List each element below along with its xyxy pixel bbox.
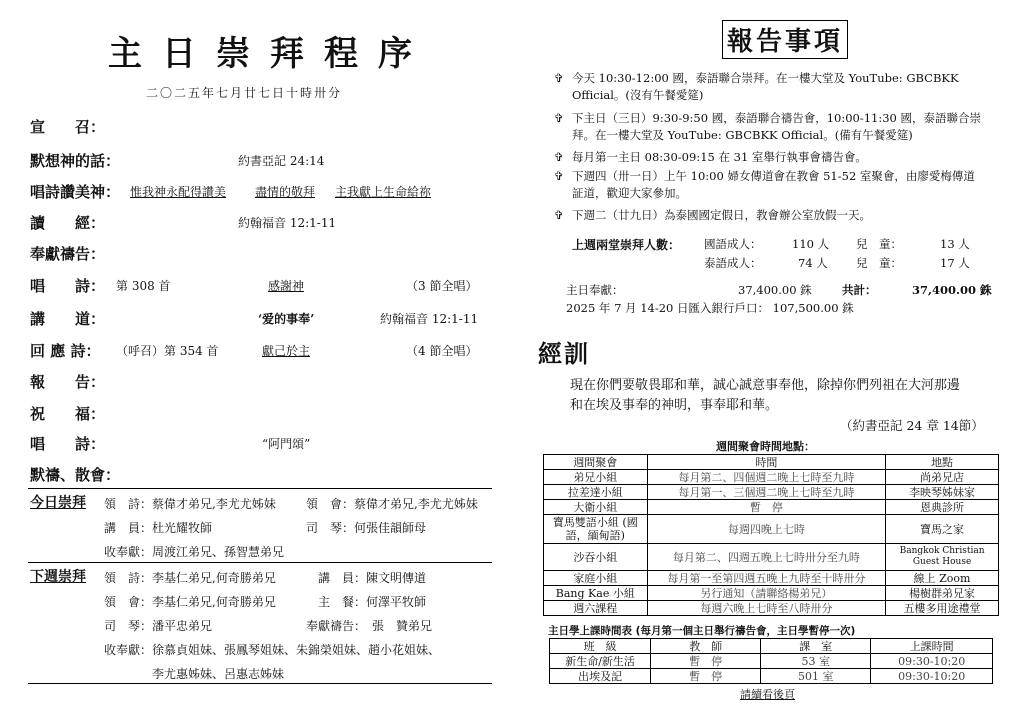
today-offering: 周渡江弟兄、孫智慧弟兄 (152, 545, 285, 559)
attendance-child-label: 兒 童： (856, 237, 902, 251)
order-label-meditation: 默想神的話： (30, 152, 121, 170)
continue-next-page: 請續看後頁 (740, 688, 795, 701)
meeting-name: 沙吞小組 (544, 544, 648, 571)
announcement-line: 每月第一主日 08:30-09:15 在 31 室舉行執事會禱告會。 (572, 150, 867, 164)
today-leader: 蔡偉才弟兄,李尤尤姊妹 (152, 497, 276, 511)
announcement-item (554, 207, 871, 224)
verse-title: 經訓 (538, 339, 590, 368)
announcement-item (554, 110, 981, 144)
next-meal-label: 主 餐： (318, 595, 367, 609)
today-offering-label: 收奉獻： (104, 545, 153, 559)
announcement-line: 下週四（卅一日）上午 10:00 婦女傳道會在教會 51-52 室聚會，由廖愛梅傳道 (572, 169, 975, 183)
meeting-time: 暫 停 (647, 500, 886, 515)
sunday-school-title: 主日學上課時間表 (每月第一個主日舉行禱告會，主日學暫停一次) (548, 625, 856, 637)
table-header-cell: 課 室 (761, 639, 871, 654)
meeting-time: 每週四晚上七時 (647, 515, 886, 544)
meeting-place: 楊樹群弟兄家 (886, 586, 999, 601)
today-piano-label: 司 琴： (306, 521, 355, 535)
announcement-line: Official。(沒有午餐愛筵) (572, 88, 704, 102)
announcement-line: 今天 10:30-12:00 國，泰語聯合崇拜。在一樓大堂及 YouTube: GBCBKK (572, 71, 959, 85)
meeting-name: 家庭小組 (544, 571, 648, 586)
next-prayer-label: 奉獻禱告： (306, 619, 367, 633)
cross-bullet-icon: ✞ (554, 71, 564, 85)
attendance-child2-label: 兒 童： (856, 256, 902, 270)
next-offering-line1: 徐慕貞姐妹、張鳳琴姐妹、朱錦榮姐妹、趙小花姐妹、 (152, 643, 441, 657)
table-header-cell: 時間 (647, 455, 886, 470)
table-header-row (544, 455, 999, 470)
next-speaker-label: 講 員： (318, 571, 367, 585)
announcement-item (554, 149, 867, 166)
order-label-offering-prayer: 奉獻禱告： (30, 245, 106, 263)
next-meal: 何澤平牧師 (366, 595, 427, 609)
order-label-announcements: 報 告： (30, 373, 106, 391)
meeting-place: 李映琴姊妹家 (886, 485, 999, 500)
table-row (544, 586, 999, 601)
order-label-blessing: 祝 福： (30, 405, 106, 423)
table-row (550, 669, 993, 684)
announcement-line: 証道，歡迎大家參加。 (572, 186, 687, 200)
attendance-child2-value: 17 人 (940, 256, 970, 270)
table-header-cell: 教 師 (651, 639, 761, 654)
announcements-title: 報告事項 (722, 20, 848, 59)
class-name: 新生命/新生活 (550, 654, 651, 669)
meeting-name: 大衛小組 (544, 500, 648, 515)
order-label-praise: 唱詩讚美神： (30, 183, 121, 201)
divider (28, 683, 492, 684)
order-label-closing-hymn: 唱 詩： (30, 435, 106, 453)
class-room: 501 室 (761, 669, 871, 684)
praise-song-1: 惟我神永配得讚美 (130, 185, 227, 199)
offering-amount: 37,400.00 銖 (738, 283, 812, 297)
today-piano: 何張佳韻師母 (354, 521, 427, 535)
next-leader-label: 領 詩： (104, 571, 153, 585)
meeting-place: 恩典診所 (886, 500, 999, 515)
announcement-line: 下主日（三日）9:30-9:50 國，泰語聯合禱告會，10:00-11:30 國，泰語聯合崇 (572, 111, 982, 125)
meeting-place: 線上 Zoom (886, 571, 999, 586)
meeting-time: 每週六晚上七時至八時卅分 (647, 601, 886, 616)
order-label-sermon: 講 道： (30, 310, 106, 328)
meeting-place: Bangkok Christian Guest House (886, 544, 999, 571)
attendance-label: 上週兩堂崇拜人數： (572, 238, 681, 252)
sunday-school-table (549, 638, 993, 684)
next-prayer: 張 贊弟兄 (372, 619, 433, 633)
verse-reference: （約書亞記 24 章 14節） (840, 418, 984, 433)
class-name: 出埃及記 (550, 669, 651, 684)
meetings-title: 週間聚會時間地點： (716, 440, 815, 453)
class-room: 53 室 (761, 654, 871, 669)
meeting-time: 每月第二、四個週二晚上七時至九時 (647, 470, 886, 485)
sermon-ref: 約翰福音 12:1-11 (380, 312, 479, 326)
meeting-name: 拉差達小組 (544, 485, 648, 500)
response-hymn-note: （4 節全唱） (406, 344, 478, 358)
class-time: 09:30-10:20 (871, 669, 993, 684)
table-row (544, 500, 999, 515)
praise-song-3: 主我獻上生命給祢 (335, 185, 432, 199)
response-hymn-number: （呼召）第 354 首 (116, 344, 219, 358)
meeting-time: 每月第一、三個週二晚上七時至九時 (647, 485, 886, 500)
meeting-time: 每月第二、四週五晚上七時卅分至九時 (647, 544, 886, 571)
response-hymn-title: 獻己於主 (262, 344, 311, 358)
table-header-cell: 上課時間 (871, 639, 993, 654)
offering-total-label: 共計： (842, 283, 877, 297)
attendance-thai-adult-label: 泰語成人： (704, 256, 762, 270)
today-hall: 蔡偉才弟兄,李尤尤姊妹 (354, 497, 478, 511)
table-row (544, 544, 999, 571)
next-service-heading: 下週崇拜 (30, 569, 86, 585)
meeting-name: 弟兄小組 (544, 470, 648, 485)
announcement-item (554, 70, 959, 104)
today-leader-label: 領 詩： (104, 497, 153, 511)
table-row (544, 515, 999, 544)
class-time: 09:30-10:20 (871, 654, 993, 669)
cross-bullet-icon: ✞ (554, 111, 564, 125)
meeting-name: Bang Kae 小組 (544, 586, 648, 601)
cross-bullet-icon: ✞ (554, 208, 564, 222)
table-row (544, 485, 999, 500)
meeting-place: 五樓多用途禮堂 (886, 601, 999, 616)
table-row (550, 654, 993, 669)
attendance-mandarin-adult-label: 國語成人： (704, 237, 762, 251)
announcement-item (554, 168, 975, 202)
bank-deposit: 2025 年 7 月 14-20 日匯入銀行戶口： 107,500.00 銖 (566, 301, 854, 315)
announcement-line: 下週二（廿九日）為泰國國定假日，教會辦公室放假一天。 (572, 208, 871, 222)
today-hall-label: 領 會： (306, 497, 355, 511)
attendance-thai-adult-value: 74 人 (798, 256, 828, 270)
cross-bullet-icon: ✞ (554, 169, 564, 183)
table-header-cell: 班 級 (550, 639, 651, 654)
hymn-title: 感謝神 (268, 279, 305, 293)
closing-hymn-title: “阿門頌” (262, 437, 311, 451)
order-label-reading: 讀 經： (30, 214, 106, 232)
praise-song-2: 盡情的敬拜 (255, 185, 316, 199)
divider (28, 562, 492, 563)
table-header-cell: 地點 (886, 455, 999, 470)
meditation-ref: 約書亞記 24:14 (238, 154, 325, 168)
next-offering-line2: 李尤惠姊妹、呂惠志姊妹 (152, 667, 285, 681)
order-label-call: 宣 召： (30, 118, 106, 136)
table-row (544, 470, 999, 485)
cross-bullet-icon: ✞ (554, 150, 564, 164)
hymn-number: 第 308 首 (116, 279, 171, 293)
order-label-response: 回 應 詩： (30, 342, 101, 360)
meeting-place: 尚弟兄店 (886, 470, 999, 485)
offering-total: 37,400.00 銖 (912, 283, 992, 297)
order-label-hymn: 唱 詩： (30, 277, 106, 295)
verse-line2: 和在埃及事奉的神明，事奉耶和華。 (570, 398, 779, 413)
next-speaker: 陳文明傳道 (366, 571, 427, 585)
attendance-mandarin-adult-value: 110 人 (792, 237, 830, 251)
meetings-table (543, 454, 999, 616)
next-hall: 李基仁弟兄,何奇勝弟兄 (152, 595, 276, 609)
order-label-dismissal: 默禱、散會： (30, 466, 121, 484)
today-speaker-label: 講 員： (104, 521, 153, 535)
meeting-name: 週六課程 (544, 601, 648, 616)
table-header-cell: 週間聚會 (544, 455, 648, 470)
sermon-title: ‘爱的事奉’ (258, 312, 315, 326)
program-title: 主日崇拜程序 (108, 34, 432, 74)
meeting-time: 每月第一至第四週五晚上九時至十時卅分 (647, 571, 886, 586)
offering-label: 主日奉獻： (566, 283, 624, 297)
next-offering-label: 收奉獻： (104, 643, 153, 657)
class-teacher: 暫 停 (651, 669, 761, 684)
hymn-note: （3 節全唱） (406, 279, 478, 293)
next-piano-label: 司 琴： (104, 619, 153, 633)
today-service-heading: 今日崇拜 (30, 495, 86, 511)
meeting-time: 另行通知（請聯絡楊弟兄） (647, 586, 886, 601)
next-leader: 李基仁弟兄,何奇勝弟兄 (152, 571, 276, 585)
meeting-name: 寶馬雙語小組 (國語，緬甸語) (544, 515, 648, 544)
table-row (544, 571, 999, 586)
divider (28, 488, 492, 489)
service-date: 二〇二五年七月廿七日十時卅分 (146, 86, 343, 100)
next-hall-label: 領 會： (104, 595, 153, 609)
verse-line1: 現在你們要敬畏耶和華，誠心誠意事奉他，除掉你們列祖在大河那邊 (570, 378, 961, 393)
table-row (544, 601, 999, 616)
meeting-place: 寶馬之家 (886, 515, 999, 544)
announcement-line: 拜。在一樓大堂及 YouTube: GBCBKK Official。(備有午餐愛筵) (572, 128, 913, 142)
next-piano: 潘平忠弟兄 (152, 619, 213, 633)
reading-ref: 約翰福音 12:1-11 (238, 216, 337, 230)
table-header-row (550, 639, 993, 654)
attendance-child-value: 13 人 (940, 237, 970, 251)
class-teacher: 暫 停 (651, 654, 761, 669)
today-speaker: 杜光耀牧師 (152, 521, 213, 535)
